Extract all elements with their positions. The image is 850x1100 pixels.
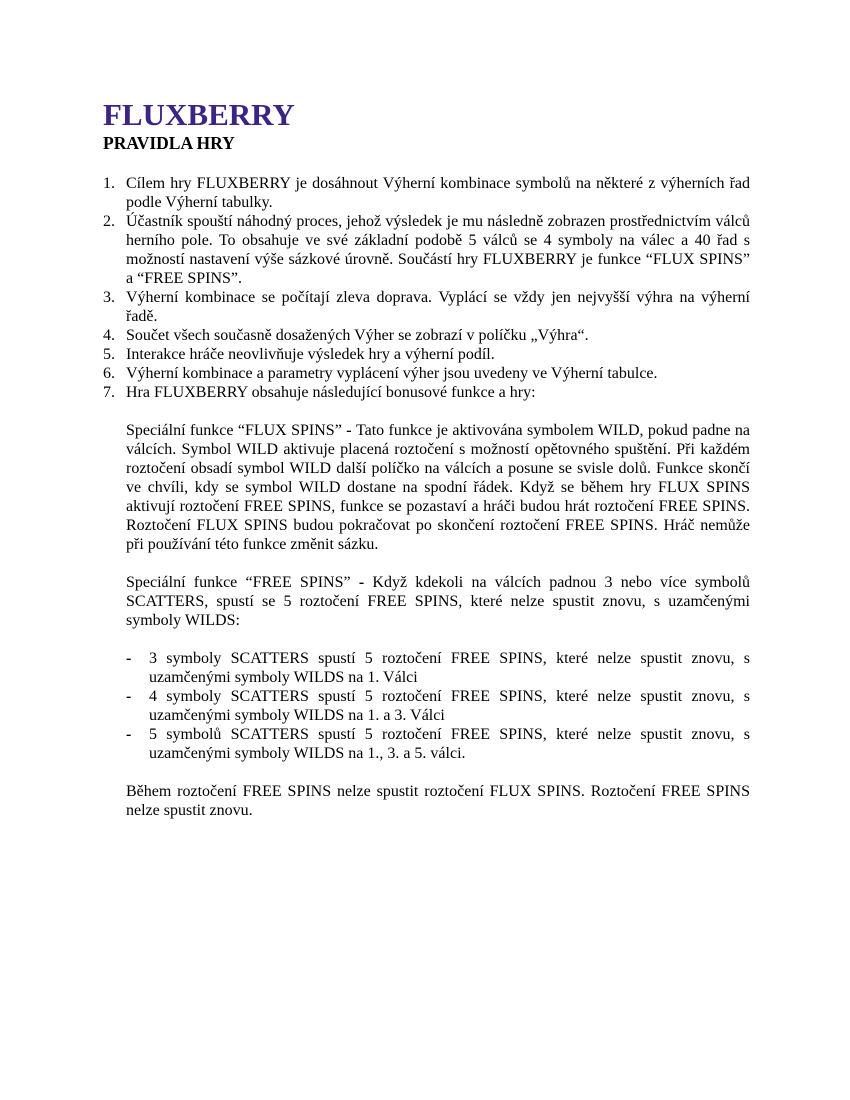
free-spins-item-text: 3 symboly SCATTERS spustí 5 roztočení FREE SPINS, které nelze spustit znovu, s uzamčenými symboly WILDS na 1. Válci bbox=[149, 650, 750, 686]
document-page bbox=[103, 98, 750, 839]
flux-spins-text: Tato funkce je aktivována symbolem WILD, pokud padne na válcích. Symbol WILD aktivuje placená roztočení s možností opětovného spuštění. Při každém roztočení obsadí symbol WILD další políčko na válcích a posune se svisle dolů. Funkce skončí ve chvíli, kdy se symbol WILD dostane na spodní řádek. Když se během hry FLUX SPINS aktivují roztočení FREE SPINS, funkce se pozastaví a hráči budou hrát roztočení FREE SPINS. Roztočení FLUX SPINS budou pokračovat po skončení roztočení FREE SPINS. Hráč nemůže při používání této funkce změnit sázku. bbox=[126, 422, 750, 553]
rule-number: 4. bbox=[103, 327, 115, 344]
free-spins-item bbox=[126, 725, 750, 763]
separator: - bbox=[341, 422, 356, 439]
rule-item bbox=[103, 288, 750, 326]
free-spins-text: Když kdekoli na válcích padnou 3 nebo více symbolů SCATTERS, spustí se 5 roztočení FREE SPINS, které nelze spustit znovu, s uzamčenými symboly WILDS: bbox=[126, 574, 751, 629]
rule-text: Účastník spouští náhodný proces, jehož výsledek je mu následně zobrazen prostřednictvím válců herního pole. To obsahuje ve své základní podobě 5 válců se 4 symboly na válec a 40 řad s možností nastavení výše sázkové úrovně. Součástí hry FLUXBERRY je funkce “FLUX SPINS” a “FREE SPINS”. bbox=[126, 213, 750, 287]
free-spins-paragraph bbox=[126, 573, 750, 630]
dash-bullet: - bbox=[126, 726, 132, 743]
rule-number: 7. bbox=[103, 384, 115, 401]
rule-text: Interakce hráče neovlivňuje výsledek hry a výherní podíl. bbox=[126, 346, 495, 363]
rule-number: 3. bbox=[103, 289, 115, 306]
dash-bullet: - bbox=[126, 650, 132, 667]
free-spins-lead: Speciální funkce “FREE SPINS” bbox=[126, 574, 351, 591]
rule-text: Součet všech současně dosažených Výher se zobrazí v políčku „Výhra“. bbox=[126, 327, 589, 344]
rule-text: Hra FLUXBERRY obsahuje následující bonusové funkce a hry: bbox=[126, 384, 536, 401]
separator: - bbox=[350, 574, 373, 591]
rule-text: Výherní kombinace a parametry vyplácení výher jsou uvedeny ve Výherní tabulce. bbox=[126, 365, 658, 382]
rule-item bbox=[103, 326, 750, 345]
rule-item bbox=[103, 212, 750, 288]
rules-list bbox=[103, 174, 750, 402]
rule-item bbox=[103, 383, 750, 402]
rules-body bbox=[103, 174, 750, 820]
document-subtitle: PRAVIDLA HRY bbox=[103, 133, 235, 153]
flux-spins-paragraph bbox=[126, 421, 750, 554]
rule-number: 5. bbox=[103, 346, 115, 363]
free-spins-item bbox=[126, 649, 750, 687]
bonus-features bbox=[103, 421, 750, 820]
rule-item bbox=[103, 174, 750, 212]
rule-item bbox=[103, 364, 750, 383]
rule-number: 1. bbox=[103, 175, 115, 192]
rule-text: Výherní kombinace se počítají zleva doprava. Vyplácí se vždy jen nejvyšší výhra na výherní řadě. bbox=[126, 289, 750, 325]
dash-bullet: - bbox=[126, 688, 132, 705]
flux-spins-lead: Speciální funkce “FLUX SPINS” bbox=[126, 422, 342, 439]
rule-number: 6. bbox=[103, 365, 115, 382]
rule-number: 2. bbox=[103, 213, 115, 230]
free-spins-item bbox=[126, 687, 750, 725]
free-spins-item-text: 5 symbolů SCATTERS spustí 5 roztočení FREE SPINS, které nelze spustit znovu, s uzamčenými symboly WILDS na 1., 3. a 5. válci. bbox=[149, 726, 750, 762]
free-spins-list bbox=[126, 649, 750, 763]
rule-text: Cílem hry FLUXBERRY je dosáhnout Výherní kombinace symbolů na některé z výherních řad podle Výherní tabulky. bbox=[126, 175, 750, 211]
rule-item bbox=[103, 345, 750, 364]
document-title: FLUXBERRY bbox=[103, 97, 295, 132]
closing-paragraph: Během roztočení FREE SPINS nelze spustit roztočení FLUX SPINS. Roztočení FREE SPINS nelze spustit znovu. bbox=[126, 783, 750, 819]
free-spins-item-text: 4 symboly SCATTERS spustí 5 roztočení FREE SPINS, které nelze spustit znovu, s uzamčenými symboly WILDS na 1. a 3. Válci bbox=[149, 688, 750, 724]
